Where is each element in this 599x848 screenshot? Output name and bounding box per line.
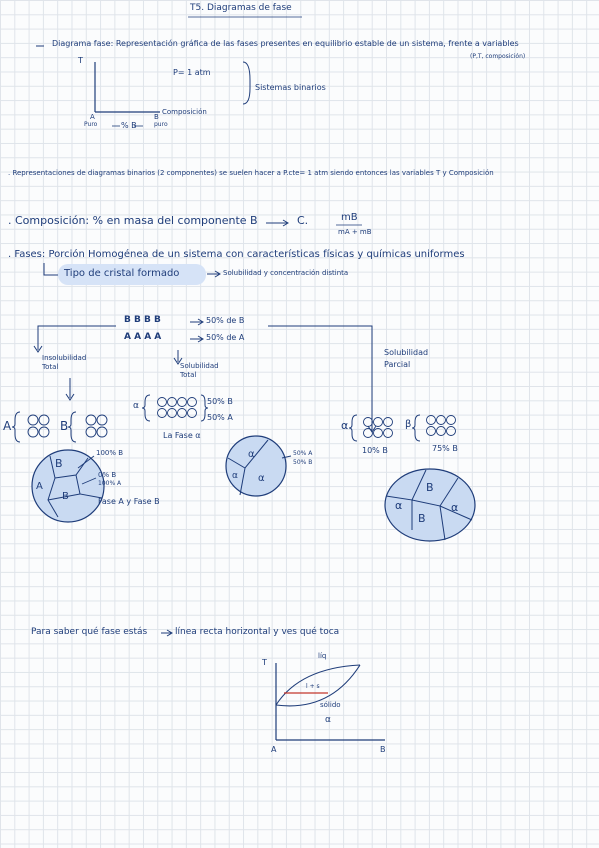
graph-mix: l + s (306, 683, 320, 690)
insoluble-set-b: B (60, 419, 69, 433)
mini-left-sub: Puro (84, 121, 98, 128)
composition-num: mB (341, 212, 358, 223)
mini-side-note: Sistemas binarios (255, 83, 326, 92)
insoluble-caption: Fase A y Fase B (98, 497, 160, 506)
graph-y-axis: T (262, 658, 267, 667)
total-pct4: 50% B (293, 459, 313, 466)
graph-alpha: α (325, 715, 331, 725)
insoluble-label-b: 100% B (96, 449, 124, 457)
partial-beta: β (405, 419, 412, 430)
atom-clusters (28, 398, 456, 438)
insoluble-circle-b2: B (62, 491, 69, 502)
mini-right-label: B (154, 113, 159, 121)
partial-pct-beta: 75% B (432, 444, 458, 453)
partial-circle-b1: B (426, 481, 434, 494)
partial-pct-alpha: 10% B (362, 446, 388, 455)
partial-circle-b2: B (418, 512, 426, 525)
partial-alpha: α (341, 419, 349, 432)
total-caption: La Fase α (163, 431, 201, 440)
crystal-label: Tipo de cristal formado (64, 268, 180, 279)
formula-arrows (190, 319, 203, 342)
graph-x-left: A (271, 745, 277, 754)
insoluble-circle-a: A (36, 481, 43, 492)
insoluble-circle-b1: B (55, 457, 63, 470)
definition-text: Diagrama fase: Representación gráfica de las fases presentes en equilibrio estable de un sistema, frente a variables (52, 39, 519, 48)
phases-text: . Fases: Porción Homogénea de un sistema con características físicas y químicas uniformes (8, 249, 465, 260)
insoluble-set-a: A (3, 419, 12, 433)
total-title: Solubilidad Total (180, 362, 219, 380)
graph-x-right: B (380, 745, 386, 754)
formula-line2-result: 50% de A (206, 333, 245, 342)
mini-right-sub: puro (154, 121, 168, 128)
graph-solid: sólido (320, 701, 341, 709)
mini-pressure: P= 1 atm (173, 68, 211, 77)
bottom-arrow-text: línea recta horizontal y ves qué toca (175, 627, 340, 637)
grain-circle-total (226, 436, 291, 496)
composition-prefix: C. (297, 214, 309, 227)
partial-circle-a1: α (395, 499, 403, 512)
mini-y-axis: T (78, 56, 83, 65)
total-pct1: 50% B (207, 397, 233, 406)
binary-note: . Representaciones de diagramas binarios (2 componentes) se suelen hacer a P.cte= 1 atm siendo entonces las variables T y Composición (8, 169, 494, 177)
partial-title: Solubilidad Parcial (384, 348, 429, 369)
graph-liquid: líq (318, 652, 327, 660)
total-circle-a1: α (248, 449, 255, 460)
insoluble-label-a2: 100% A (98, 480, 122, 487)
composition-text: . Composición: % en masa del componente B (8, 214, 258, 227)
total-pct3: 50% A (293, 450, 313, 457)
phases-note: Solubilidad y concentración distinta (223, 269, 349, 277)
page-title: T5. Diagramas de fase (190, 3, 292, 13)
definition-vars: (P,T, composición) (470, 53, 526, 60)
formula-line1-result: 50% de B (206, 316, 245, 325)
total-pct2: 50% A (207, 413, 233, 422)
partial-circle-a2: α (451, 501, 459, 514)
mini-left-label: A (90, 113, 95, 121)
total-circle-a2: α (232, 471, 238, 481)
formula-line2: A A A A (124, 332, 162, 342)
formula-line1: B B B B (124, 315, 161, 325)
total-alpha: α (133, 401, 139, 411)
total-circle-a3: α (258, 473, 265, 484)
bottom-arrow (161, 630, 172, 636)
composition-den: mA + mB (338, 228, 372, 236)
mini-x-axis: Composición (162, 108, 207, 116)
insoluble-title: Insolubilidad Total (42, 354, 87, 372)
bottom-text: Para saber qué fase estás (31, 627, 148, 637)
mini-middle: % B (121, 121, 137, 130)
insoluble-label-a1: 0% B (98, 471, 117, 479)
